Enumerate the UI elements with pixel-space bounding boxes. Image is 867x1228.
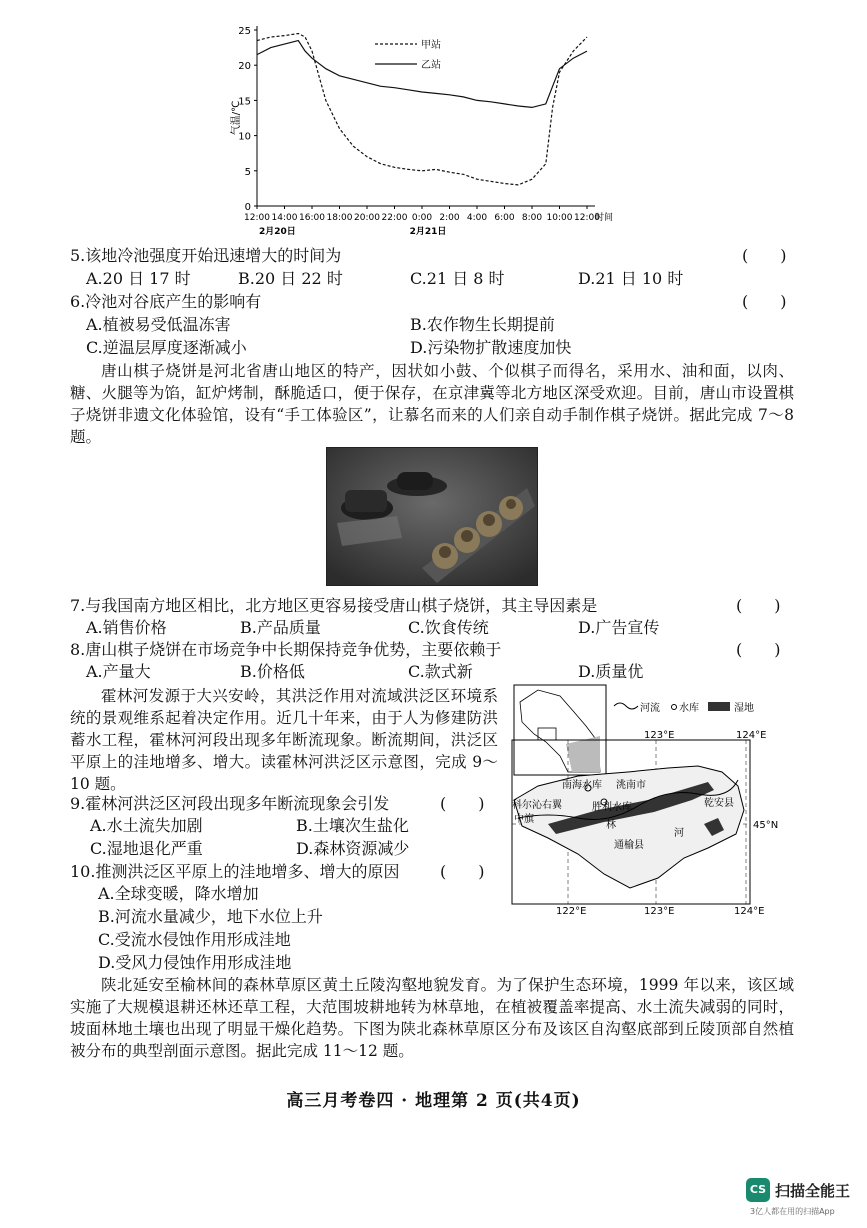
x-tick-label: 18:00 [326,213,353,223]
y-tick-label: 20 [238,61,251,73]
place-qianan: 乾安县 [704,798,734,809]
place-shengli: 胜利水库 [592,802,632,813]
q5-option-d[interactable]: D.21 日 10 时 [578,269,684,288]
lon-top-124: 124°E [736,730,767,741]
q10-option-b[interactable]: B.河流水量减少，地下水位上升 [98,907,323,926]
q5-option-a[interactable]: A.20 日 17 时 [86,269,191,288]
temperature-chart [225,20,645,242]
q7-paren: ( ) [736,596,781,615]
q5-option-c[interactable]: C.21 日 8 时 [410,269,505,288]
q5-stem: 5.该地冷池强度开始迅速增大的时间为 [70,246,342,265]
x-tick-label: 14:00 [271,213,298,223]
y-tick-label: 25 [238,26,251,37]
lon-bottom-124: 124°E [734,906,765,917]
legend-jia-label: 甲站 [421,40,441,51]
shaobing-photo-illustration [327,448,537,585]
x-tick-label: 6:00 [494,213,515,223]
q6-paren: ( ) [742,292,787,311]
q7-option-a[interactable]: A.销售价格 [86,618,167,637]
q10-paren: ( ) [440,862,485,881]
x-tick-label: 8:00 [521,213,543,223]
y-axis-label: 气温/℃ [231,100,242,136]
x-tick-label: 22:00 [381,213,408,223]
lon-bottom-122: 122°E [556,906,587,917]
q10-option-a[interactable]: A.全球变暖，降水增加 [98,884,259,903]
q9-stem: 9.霍林河洪泛区河段出现多年断流现象会引发 [70,794,390,813]
legend-wetland-label: 湿地 [734,703,754,714]
place-taonan: 洮南市 [616,780,646,791]
temperature-chart-svg [225,20,645,242]
huolin-map-svg [508,682,800,918]
cs-logo-icon: CS [746,1178,770,1202]
q7-option-d[interactable]: D.广告宣传 [578,618,660,637]
q6-option-c[interactable]: C.逆温层厚度逐渐减小 [86,338,247,357]
q9-option-c[interactable]: C.湿地退化严重 [90,839,203,858]
x-tick-label: 4:00 [466,213,488,223]
date-label-20: 2月20日 [259,227,296,237]
q6-option-d[interactable]: D.污染物扩散速度加快 [410,338,572,357]
q7-option-b[interactable]: B.产品质量 [240,618,321,637]
q8-stem: 8.唐山棋子烧饼在市场竞争中长期保持竞争优势，主要依赖于 [70,640,502,659]
q5-option-b[interactable]: B.20 日 22 时 [238,269,343,288]
x-tick-label: 12:00 [574,213,600,223]
y-tick-label: 10 [238,131,251,143]
place-nanhai: 南海水库 [562,780,602,791]
q10-option-d[interactable]: D.受风力侵蚀作用形成洼地 [98,953,292,972]
lon-top-123: 123°E [644,730,675,741]
lon-bottom-123: 123°E [644,906,675,917]
q6-option-b[interactable]: B.农作物生长期提前 [410,315,555,334]
place-tongyu: 通榆县 [614,840,644,851]
place-keerqin: 科尔沁右翼 [512,800,562,811]
x-tick-label: 2:00 [439,213,460,223]
x-tick-label: 12:00 [244,213,270,223]
page-footer: 高三月考卷四 · 地理第 2 页(共4页) [286,1091,581,1111]
badge-app-name: 扫描全能王 [775,1182,851,1200]
y-tick-label: 0 [244,202,251,213]
place-he: 河 [674,828,684,839]
x-axis-unit: 时间 [595,213,614,223]
q6-option-a[interactable]: A.植被易受低温冻害 [86,315,231,334]
x-tick-label: 20:00 [354,213,380,223]
passage-tangshan: 唐山棋子烧饼是河北省唐山地区的特产，因状如小鼓、个似棋子而得名，采用水、油和面，以肉、糖、火腿等为馅，缸炉烤制，酥脆适口，便于保存，在京津冀等北方地区深受欢迎。目前，唐山市设置棋子烧饼非遗文化体验馆，设有“手工体验区”，让慕名而来的人们亲自动手制作棋子烧饼。据此完成 7～8 题。 [70,362,794,446]
q9-paren: ( ) [440,794,485,813]
scanner-badge [746,1176,862,1220]
legend-river-label: 河流 [640,703,660,714]
q8-option-b[interactable]: B.价格低 [240,662,305,681]
x-tick-label: 10:00 [546,213,573,223]
q7-option-c[interactable]: C.饮食传统 [408,618,489,637]
place-lin: 林 [606,820,616,831]
legend-reservoir-label: 水库 [679,703,699,714]
legend-reservoir-icon [672,705,677,710]
place-zhongqi: 中旗 [514,814,534,825]
series-jia-line [257,34,587,185]
y-tick-label: 15 [238,96,251,108]
q9-option-a[interactable]: A.水土流失加剧 [90,816,203,835]
x-tick-label: 0:00 [411,213,433,223]
q5-paren: ( ) [742,246,787,265]
q8-option-d[interactable]: D.质量优 [578,662,644,681]
legend-yi-label: 乙站 [421,60,441,71]
badge-tagline: 3亿人都在用的扫描App [750,1207,835,1216]
legend-river-icon [614,703,638,709]
q10-option-c[interactable]: C.受流水侵蚀作用形成洼地 [98,930,291,949]
shaobing-photo [326,447,538,586]
q9-option-d[interactable]: D.森林资源减少 [296,839,410,858]
q7-stem: 7.与我国南方地区相比，北方地区更容易接受唐山棋子烧饼，其主导因素是 [70,596,598,615]
q8-paren: ( ) [736,640,781,659]
q8-option-c[interactable]: C.款式新 [408,662,473,681]
passage-huolin: 霍林河发源于大兴安岭，其洪泛作用对流域洪泛区环境系统的景观维系起着决定作用。近几十年来，由于人为修建防洪蓄水工程，霍林河河段出现多年断流现象。断流期间，洪泛区平原上的洼地增多、增大。读霍林河洪泛区示意图，完成 9～10 题。 [70,687,498,793]
huolin-map [508,682,800,918]
date-label-21: 2月21日 [409,227,447,237]
q8-option-a[interactable]: A.产量大 [86,662,151,681]
legend-wetland-icon [708,702,730,711]
passage-shaanbei: 陕北延安至榆林间的森林草原区黄土丘陵沟壑地貌发育。为了保护生态环境，1999 年以来，该区域实施了大规模退耕还林还草工程，大范围坡耕地转为林草地，在植被覆盖率提高、水土流失减弱的同时，坡面林地土壤也出现了明显干燥化趋势。下图为陕北森林草原区分布及该区自沟壑底部到丘陵顶部自然植被分布的典型剖面示意图。据此完成 11～12 题。 [70,976,794,1060]
q10-stem: 10.推测洪泛区平原上的洼地增多、增大的原因 [70,862,400,881]
y-tick-label: 5 [244,166,251,178]
x-tick-label: 16:00 [299,213,325,223]
lat-45: 45°N [753,820,779,831]
q9-option-b[interactable]: B.土壤次生盐化 [296,816,409,835]
q6-stem: 6.冷池对谷底产生的影响有 [70,292,262,311]
